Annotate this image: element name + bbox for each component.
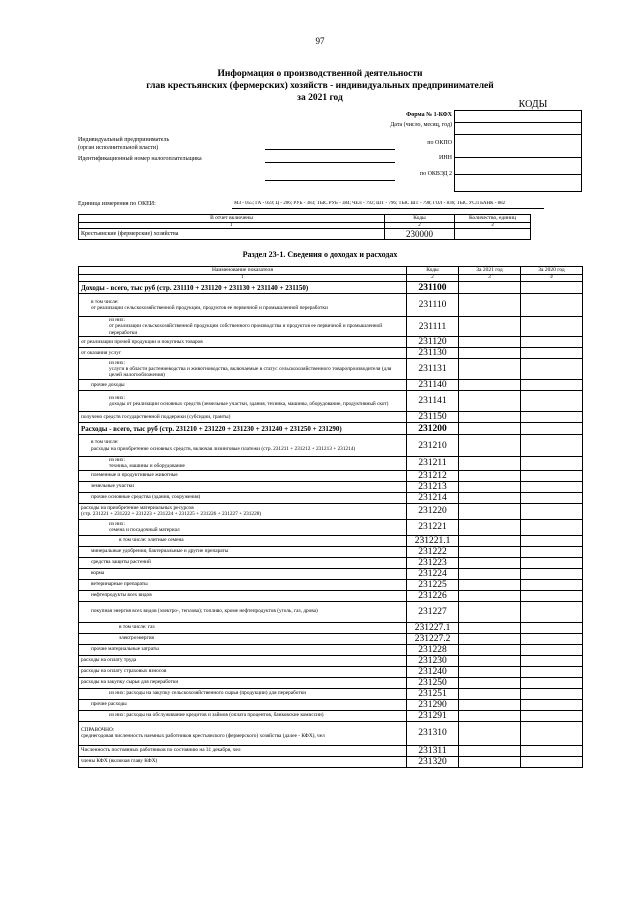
value-2021[interactable] [459,601,521,622]
row-name-text: члены КФХ (включая главу КФХ) [81,758,158,765]
okpo-label: по ОКПО [427,140,452,146]
row-name-text: Численность постоянных работников по состоянию на 31 декабря, чел [81,747,241,754]
table-row [79,317,583,337]
code-okved [455,175,582,192]
value-2021[interactable] [459,557,521,568]
report-num-2: 2 [385,223,455,229]
value-2021[interactable] [459,644,521,655]
row-name [79,699,407,710]
row-name-text: в том числе: [91,439,119,446]
table-row [79,756,583,767]
row-name [79,337,407,348]
entrepreneur-label: Индивидуальный предприниматель [78,137,170,143]
header-codes: Коды [407,267,459,275]
value-2021[interactable] [459,282,521,294]
row-name [79,710,407,721]
value-2020[interactable] [521,546,583,557]
row-code: 231200 [407,423,459,435]
row-code: 231120 [407,337,459,348]
row-name-detail: доходы от реализации основных средств (земельные участки, здания, техника, машины, оборудование, продуктивный скот) [109,401,389,407]
value-2021[interactable] [459,677,521,688]
value-2020[interactable] [521,348,583,359]
row-name-text: покупная энергия всех видов (электро-, теплова); топливо, кроме нефтепродуктов (уголь, газ, дрова) [91,608,318,615]
report-row-quantity[interactable] [455,229,531,240]
row-name-text: расходы на закупку сырья для переработки [81,679,179,686]
report-header-codes: Коды [385,215,455,223]
value-2020[interactable] [521,470,583,481]
row-name [79,644,407,655]
col-num-2: 2 [407,275,459,282]
row-name-text: из них: [109,317,126,324]
value-2020[interactable] [521,481,583,492]
value-2021[interactable] [459,391,521,412]
code-okpo [455,135,582,158]
value-2021[interactable] [459,337,521,348]
value-2021[interactable] [459,655,521,666]
row-name-detail: семена и посадочный материал [109,527,180,534]
income-expense-table [78,266,583,768]
row-name-text: получено средств государственной поддержки (субсидии, гранты) [81,413,231,420]
value-2020[interactable] [521,633,583,644]
value-2021[interactable] [459,348,521,359]
table-row [79,644,583,655]
value-2020[interactable] [521,590,583,601]
value-2020[interactable] [521,568,583,579]
col-num-3: 3 [459,275,521,282]
table-row [79,677,583,688]
value-2020[interactable] [521,435,583,457]
table-row [79,699,583,710]
row-name-text: в том числе: [91,298,119,305]
value-2020[interactable] [521,721,583,745]
value-2020[interactable] [521,710,583,721]
value-2020[interactable] [521,745,583,756]
value-2020[interactable] [521,317,583,337]
value-2020[interactable] [521,699,583,710]
row-code: 231150 [407,412,459,423]
value-2020[interactable] [521,688,583,699]
row-name [79,756,407,767]
row-code: 231290 [407,699,459,710]
row-code: 231212 [407,470,459,481]
row-name [79,503,407,519]
row-code: 231131 [407,359,459,380]
report-header-quantity: Количество, единиц [455,215,531,223]
row-code: 231224 [407,568,459,579]
code-inn [455,158,582,175]
value-2020[interactable] [521,282,583,294]
value-2021[interactable] [459,380,521,391]
row-name-text: расходы на оплату труда [81,657,137,664]
value-2020[interactable] [521,579,583,590]
report-header-included: В отчет включены [79,215,385,223]
row-name-text: средства защиты растений [91,559,151,566]
row-name [79,721,407,745]
row-name [79,294,407,317]
col-num-4: 4 [521,275,583,282]
value-2021[interactable] [459,756,521,767]
row-name [79,579,407,590]
value-2021[interactable] [459,412,521,423]
table-row [79,481,583,492]
value-2020[interactable] [521,503,583,519]
value-2021[interactable] [459,688,521,699]
row-code: 231320 [407,756,459,767]
row-name-text: Расходы - всего, тыс руб (стр. 231210 + 231220 + 231230 + 231240 + 231250 + 231290) [81,424,342,433]
row-name [79,492,407,503]
row-code: 231223 [407,557,459,568]
row-code: 231213 [407,481,459,492]
value-2020[interactable] [521,535,583,546]
table-row [79,745,583,756]
value-2020[interactable] [521,677,583,688]
value-2020[interactable] [521,644,583,655]
row-name-text: прочие расходы [91,701,127,708]
value-2021[interactable] [459,503,521,519]
row-name-text: расходы на приобретение материальных ресурсов [81,504,194,511]
value-2021[interactable] [459,579,521,590]
row-code: 231226 [407,590,459,601]
value-2021[interactable] [459,423,521,435]
row-name-text: из них: расходы на закупку сельскохозяйственного сырья (продукции) для переработки [109,690,307,697]
table-row [79,688,583,699]
row-code: 231311 [407,745,459,756]
row-name-text: племенные и продуктивные животные [91,472,178,479]
row-name-text: корма [91,570,105,577]
header-indicator: Наименование показателя [79,267,407,275]
table-row [79,633,583,644]
value-2021[interactable] [459,666,521,677]
table-row [79,546,583,557]
table-row [79,282,583,294]
row-code: 231228 [407,644,459,655]
row-name-detail: (стр. 231221 + 231222 + 231223 + 231224 + 231225 + 231226 + 231227 + 231228) [81,511,262,518]
value-2021[interactable] [459,359,521,380]
row-name [79,590,407,601]
row-name-text: из них: [109,457,126,463]
value-2020[interactable] [521,519,583,535]
row-name-text: в том числе: элитные семена [119,537,184,544]
value-2021[interactable] [459,457,521,471]
row-name-text: электроэнергия [119,635,154,642]
row-name [79,519,407,535]
value-2021[interactable] [459,294,521,317]
table-row [79,622,583,633]
table-row [79,294,583,317]
row-code: 231130 [407,348,459,359]
value-2020[interactable] [521,492,583,503]
value-2020[interactable] [521,557,583,568]
value-2021[interactable] [459,633,521,644]
row-name-text: из них: [109,359,126,366]
codes-box [454,110,582,192]
row-name [79,535,407,546]
row-name [79,688,407,699]
row-name [79,348,407,359]
row-name-text: ветеринарные препараты [91,581,148,588]
header-2020: За 2020 год [521,267,583,275]
row-code: 231110 [407,294,459,317]
value-2020[interactable] [521,622,583,633]
section-title: Раздел 23-1. Сведения о доходах и расходах [242,250,398,259]
code-date [455,123,582,135]
unit-value: МЗ - 055; ГА - 059; Ц - 206; РУБ - 383; ТЫС РУБ - 384; ЧЕЛ - 792; ШТ - 796; ТЫС ШТ - 798; ГОЛ - 836; ТЫС УСЛ БАНК - 882 [234,201,506,206]
page-number: 97 [315,36,325,46]
report-row-code: 230000 [385,229,455,240]
row-name [79,557,407,568]
row-name-detail: от реализации сельскохозяйственной продукции, продуктов ее первичной и промышленной переработки [91,305,328,311]
code-form [455,111,582,123]
value-2021[interactable] [459,435,521,457]
table-row [79,391,583,412]
row-name-text: нефтепродукты всех видов [91,592,152,599]
table-row [79,721,583,745]
row-name [79,546,407,557]
value-2021[interactable] [459,745,521,756]
report-table [78,214,531,240]
table-row [79,601,583,622]
table-row [79,412,583,423]
row-name [79,317,407,337]
value-2021[interactable] [459,492,521,503]
row-name [79,391,407,412]
row-name [79,380,407,391]
table-row [79,655,583,666]
date-label: Дата (число, месяц, год) [390,122,452,128]
row-name [79,666,407,677]
row-code: 231100 [407,282,459,294]
row-code: 231250 [407,677,459,688]
row-name-text: прочие основные средства (здания, сооружения) [91,494,201,501]
row-name-text: от реализации прочей продукции и покупных товаров [81,338,203,345]
value-2021[interactable] [459,481,521,492]
row-code: 231111 [407,317,459,337]
table-row [79,503,583,519]
row-code: 231211 [407,457,459,471]
title-line-2: глав крестьянских (фермерских) хозяйств - индивидуальных предпринимателей [146,81,494,91]
table-row [79,590,583,601]
row-code: 231227 [407,601,459,622]
value-2020[interactable] [521,337,583,348]
value-2020[interactable] [521,457,583,471]
value-2021[interactable] [459,710,521,721]
unit-label: Единица измерения по ОКЕИ: [78,201,156,207]
value-2020[interactable] [521,756,583,767]
value-2021[interactable] [459,519,521,535]
value-2021[interactable] [459,622,521,633]
form-number: Форма № 1-КФХ [406,112,452,118]
value-2020[interactable] [521,359,583,380]
row-name-detail: техника, машины и оборудование [109,463,185,470]
col-num-1: 1 [79,275,407,282]
row-name [79,655,407,666]
value-2021[interactable] [459,535,521,546]
report-num-1: 1 [79,223,385,229]
row-name [79,435,407,457]
table-row [79,568,583,579]
table-row [79,348,583,359]
row-code: 231225 [407,579,459,590]
row-code: 231291 [407,710,459,721]
inn-label: ИНН [439,155,452,161]
row-code: 231141 [407,391,459,412]
row-name-text: минеральные удобрения, бактериальные и другие препараты [91,548,229,555]
value-2020[interactable] [521,666,583,677]
row-name [79,745,407,756]
value-2021[interactable] [459,470,521,481]
value-2020[interactable] [521,601,583,622]
row-name [79,457,407,471]
row-code: 231214 [407,492,459,503]
okved-label: по ОКВЭД 2 [419,171,452,177]
row-code: 231222 [407,546,459,557]
table-row [79,423,583,435]
row-code: 231210 [407,435,459,457]
row-code: 231240 [407,666,459,677]
row-name [79,622,407,633]
row-name [79,423,407,435]
title-line-1: Информация о производственной деятельности [217,69,423,79]
row-name [79,568,407,579]
taxpayer-label: Идентификационный номер налогоплательщика [78,156,202,162]
table-row [79,359,583,380]
row-name-detail: среднегодовая численность наемных работников крестьянского (фермерского) хозяйства (далее - КФХ), чел [81,733,325,740]
value-2021[interactable] [459,590,521,601]
row-name-text: земельные участки [91,483,135,490]
codes-label: КОДЫ [518,99,548,110]
table-row [79,579,583,590]
row-code: 231221.1 [407,535,459,546]
row-code: 231230 [407,655,459,666]
row-name [79,481,407,492]
row-name-text: прочие доходы [91,381,125,388]
row-name [79,601,407,622]
value-2020[interactable] [521,380,583,391]
row-name-detail: от реализации сельскохозяйственной продукции собственного производства и продуктов ее первичной и промышленной переработки [109,323,383,336]
row-name [79,282,407,294]
row-code: 231140 [407,380,459,391]
row-name-detail: расходы на приобретение основных средств, включая лизинговые платежи (стр. 231211 + 231212 + 231213 + 231214) [91,445,356,452]
header-2021: За 2021 год [459,267,521,275]
row-name-text: СПРАВОЧНО: [81,726,115,733]
row-code: 231227.2 [407,633,459,644]
table-row [79,710,583,721]
row-name-text: Доходы - всего, тыс руб (стр. 231110 + 231120 + 231130 + 231140 + 231150) [81,283,309,292]
authority-label: (орган исполнительной власти) [78,145,159,151]
table-row [79,557,583,568]
value-2020[interactable] [521,294,583,317]
value-2021[interactable] [459,568,521,579]
row-name [79,470,407,481]
row-code: 231227.1 [407,622,459,633]
row-name-text: расходы на оплату страховых взносов [81,668,167,675]
value-2021[interactable] [459,699,521,710]
row-name-text: из них: [109,394,126,401]
table-row [79,435,583,457]
row-name-text: прочие материальные затраты [91,646,159,653]
row-name [79,359,407,380]
row-name-text: от оказания услуг [81,349,122,356]
report-row-name: Крестьянские (фермерские) хозяйства [79,229,385,240]
report-num-3: 3 [455,223,531,229]
table-row [79,380,583,391]
row-name [79,412,407,423]
table-row [79,492,583,503]
value-2020[interactable] [521,391,583,412]
table-row [79,535,583,546]
row-name-detail: услуги в области растениеводства и животноводства, включаемые в статус сельскохозяйственного товаропроизводителя (для целей налогообложения) [109,365,392,379]
row-code: 231310 [407,721,459,745]
row-name [79,677,407,688]
table-row [79,519,583,535]
row-code: 231220 [407,503,459,519]
title-line-3: за 2021 год [297,93,343,103]
row-name-text: из них: [109,520,126,527]
value-2021[interactable] [459,546,521,557]
table-row [79,457,583,471]
row-name-text: в том числе: газ [119,624,155,631]
row-name-text: из них: расходы на обслуживание кредитов и займов (оплата процентов, банковские комиссии) [109,712,324,719]
table-row [79,337,583,348]
value-2020[interactable] [521,655,583,666]
table-row [79,470,583,481]
value-2020[interactable] [521,423,583,435]
value-2021[interactable] [459,317,521,337]
value-2021[interactable] [459,721,521,745]
row-name [79,633,407,644]
value-2020[interactable] [521,412,583,423]
row-code: 231251 [407,688,459,699]
row-code: 231221 [407,519,459,535]
table-row [79,666,583,677]
